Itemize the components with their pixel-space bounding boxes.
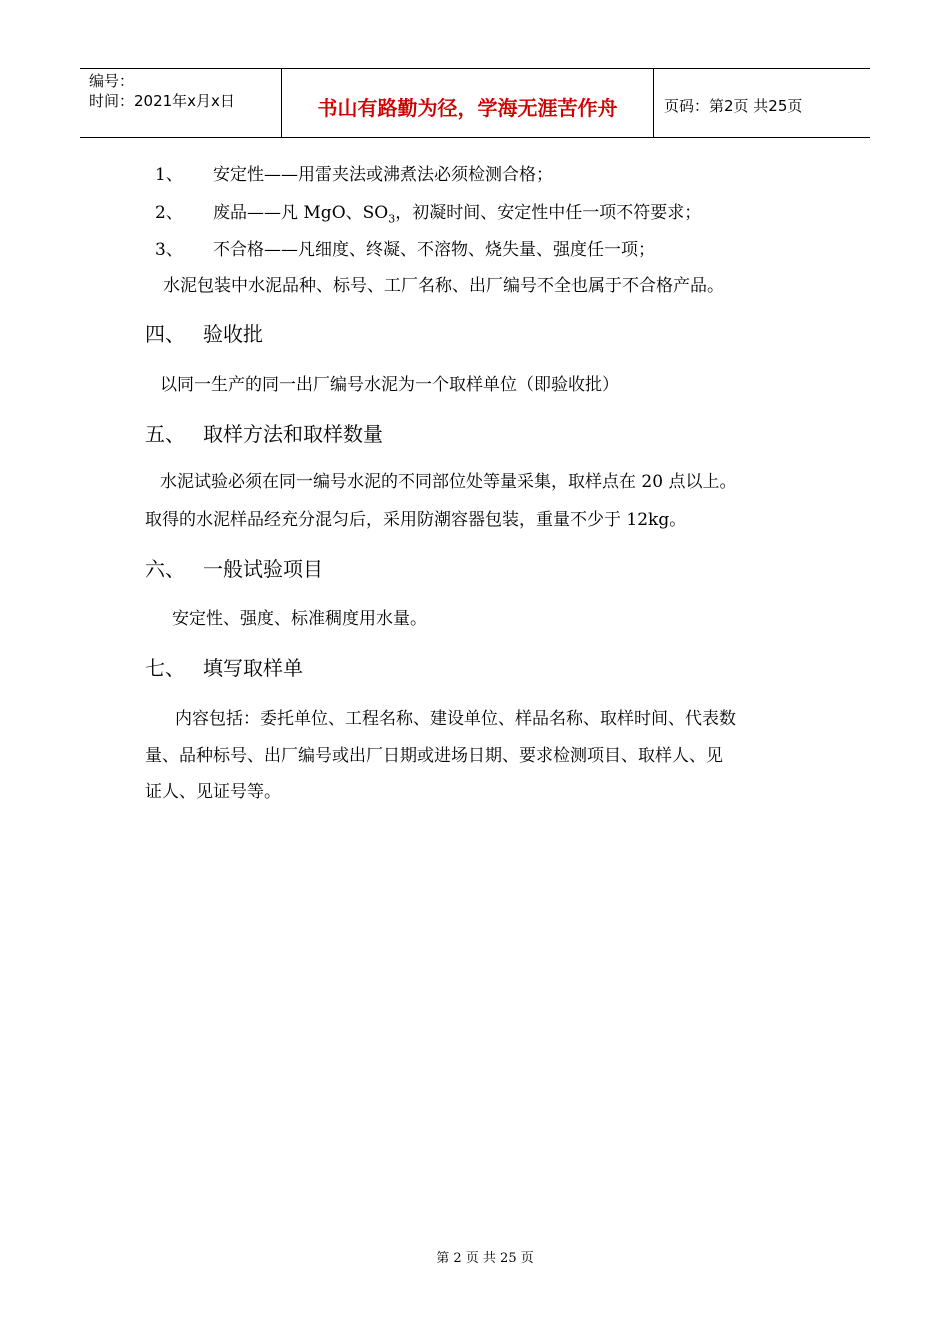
list-text: ，初凝时间、安定性中任一项不符要求； <box>395 203 702 223</box>
section-number: 五、 <box>145 422 185 446</box>
number-label: 编号： <box>89 72 135 90</box>
list-subscript: 3 <box>388 212 396 226</box>
section-number: 七、 <box>145 656 185 680</box>
list-number: 3、 <box>155 240 183 260</box>
list-number: 1、 <box>155 165 183 185</box>
header-meta <box>80 69 282 137</box>
section-title: 验收批 <box>203 322 263 346</box>
header-page-info: 页码：第2页 共25页 <box>664 96 803 115</box>
list-text: 不合格——凡细度、终凝、不溶物、烧失量、强度任一项； <box>213 240 655 260</box>
list-item <box>145 160 553 185</box>
section-title: 取样方法和取样数量 <box>203 422 383 446</box>
page-footer: 第 2 页 共 25 页 <box>436 1251 534 1266</box>
section-body: 内容包括：委托单位、工程名称、建设单位、样品名称、取样时间、代表数 <box>175 709 736 729</box>
page-header <box>80 68 870 138</box>
section-body: 取得的水泥样品经充分混匀后，采用防潮容器包装，重量不少于 12kg。 <box>145 510 687 530</box>
section-number: 六、 <box>145 557 185 581</box>
section-body: 以同一生产的同一出厂编号水泥为一个取样单位（即验收批） <box>160 375 619 395</box>
section-number: 四、 <box>145 322 185 346</box>
list-note: 水泥包装中水泥品种、标号、工厂名称、出厂编号不全也属于不合格产品。 <box>163 276 724 296</box>
time-label: 时间：2021年x月x日 <box>89 92 235 110</box>
section-title: 填写取样单 <box>203 656 303 680</box>
list-text: 安定性——用雷夹法或沸煮法必须检测合格； <box>213 165 553 185</box>
section-heading <box>145 318 263 347</box>
section-heading <box>145 553 323 582</box>
list-item <box>145 198 701 225</box>
section-title: 一般试验项目 <box>203 557 323 581</box>
list-item <box>145 235 655 260</box>
section-body: 量、品种标号、出厂编号或出厂日期或进场日期、要求检测项目、取样人、见 <box>145 746 723 766</box>
list-text: 废品——凡 MgO、SO <box>213 203 389 223</box>
section-body: 安定性、强度、标准稠度用水量。 <box>172 609 427 629</box>
section-heading <box>145 418 383 447</box>
section-body: 证人、见证号等。 <box>145 782 281 802</box>
section-heading <box>145 652 303 681</box>
header-motto: 书山有路勤为径，学海无涯苦作舟 <box>282 69 654 137</box>
section-body: 水泥试验必须在同一编号水泥的不同部位处等量采集，取样点在 20 点以上。 <box>160 472 737 492</box>
list-number: 2、 <box>155 203 183 223</box>
